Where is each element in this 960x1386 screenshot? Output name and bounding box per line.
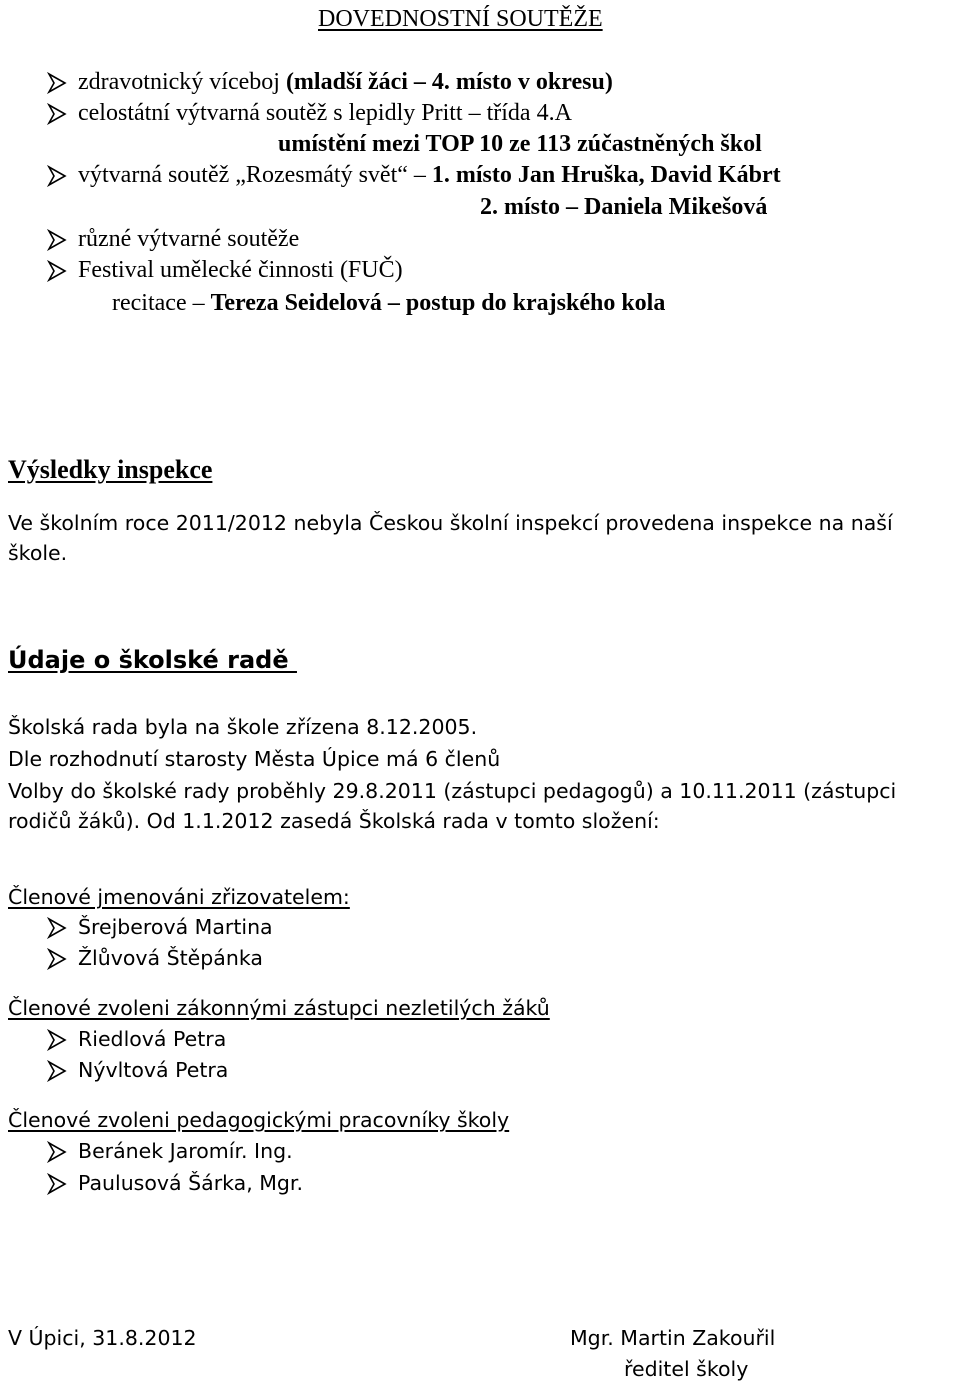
council-member: Žlůvová Štěpánka: [78, 946, 263, 970]
footer-place-date: V Úpici, 31.8.2012: [8, 1326, 197, 1350]
arrow-bullet-icon: [46, 1173, 68, 1195]
arrow-bullet-icon: [46, 165, 68, 187]
footer-signatory: Mgr. Martin Zakouřil: [570, 1326, 776, 1350]
arrow-bullet-icon: [46, 260, 68, 282]
council-text-line-3: Volby do školské rady proběhly 29.8.2011 (zástupci pedagogů) a 10.11.2011 (zástupci: [8, 779, 897, 803]
competition-item-5: Festival umělecké činnosti (FUČ): [78, 257, 403, 283]
competition-item-3: [78, 160, 781, 190]
competition-item-5-label: recitace –: [112, 290, 211, 316]
competition-item-3-text: výtvarná soutěž „Rozesmátý svět“ –: [78, 162, 432, 188]
arrow-bullet-icon: [46, 1141, 68, 1163]
council-member: Riedlová Petra: [78, 1027, 227, 1051]
competition-item-1: [78, 67, 613, 97]
footer-role: ředitel školy: [624, 1357, 749, 1381]
council-text-line-4: rodičů žáků). Od 1.1.2012 zasedá Školská rada v tomto složení:: [8, 809, 660, 833]
competition-item-2-result: umístění mezi TOP 10 ze 113 zúčastněných škol: [278, 131, 762, 157]
council-member: Nývltová Petra: [78, 1058, 229, 1082]
arrow-bullet-icon: [46, 72, 68, 94]
arrow-bullet-icon: [46, 1029, 68, 1051]
arrow-bullet-icon: [46, 103, 68, 125]
council-text-line-1: Školská rada byla na škole zřízena 8.12.2005.: [8, 715, 478, 739]
council-group-3-title: Členové zvoleni pedagogickými pracovníky školy: [8, 1108, 510, 1132]
section-title-inspection: Výsledky inspekce: [8, 455, 213, 484]
competition-item-3-result-2: 2. místo – Daniela Mikešová: [480, 194, 768, 220]
competition-item-1-result: (mladší žáci – 4. místo v okresu): [285, 69, 613, 95]
council-group-1-title: Členové jmenováni zřizovatelem:: [8, 885, 350, 909]
section-title-competitions: DOVEDNOSTNÍ SOUTĚŽE: [318, 6, 603, 32]
competition-item-1-text: zdravotnický víceboj: [78, 69, 286, 95]
competition-item-5-detail: [112, 288, 665, 318]
inspection-text-line-1: Ve školním roce 2011/2012 nebyla Českou školní inspekcí provedena inspekce na naší: [8, 511, 893, 535]
competition-item-2: celostátní výtvarná soutěž s lepidly Pritt – třída 4.A: [78, 100, 572, 126]
council-member: Paulusová Šárka, Mgr.: [78, 1171, 303, 1195]
arrow-bullet-icon: [46, 229, 68, 251]
competition-item-4: různé výtvarné soutěže: [78, 226, 300, 252]
arrow-bullet-icon: [46, 917, 68, 939]
council-member: Beránek Jaromír. Ing.: [78, 1139, 293, 1163]
competition-item-3-result: 1. místo Jan Hruška, David Kábrt: [431, 162, 781, 188]
arrow-bullet-icon: [46, 1060, 68, 1082]
section-title-council: Údaje o školské radě: [8, 646, 297, 674]
arrow-bullet-icon: [46, 948, 68, 970]
inspection-text-line-2: škole.: [8, 541, 68, 565]
competition-item-5-result: Tereza Seidelová – postup do krajského kola: [210, 290, 666, 316]
council-member: Šrejberová Martina: [78, 915, 273, 939]
council-group-2-title: Členové zvoleni zákonnými zástupci nezletilých žáků: [8, 996, 550, 1020]
council-text-line-2: Dle rozhodnutí starosty Města Úpice má 6 členů: [8, 747, 501, 771]
